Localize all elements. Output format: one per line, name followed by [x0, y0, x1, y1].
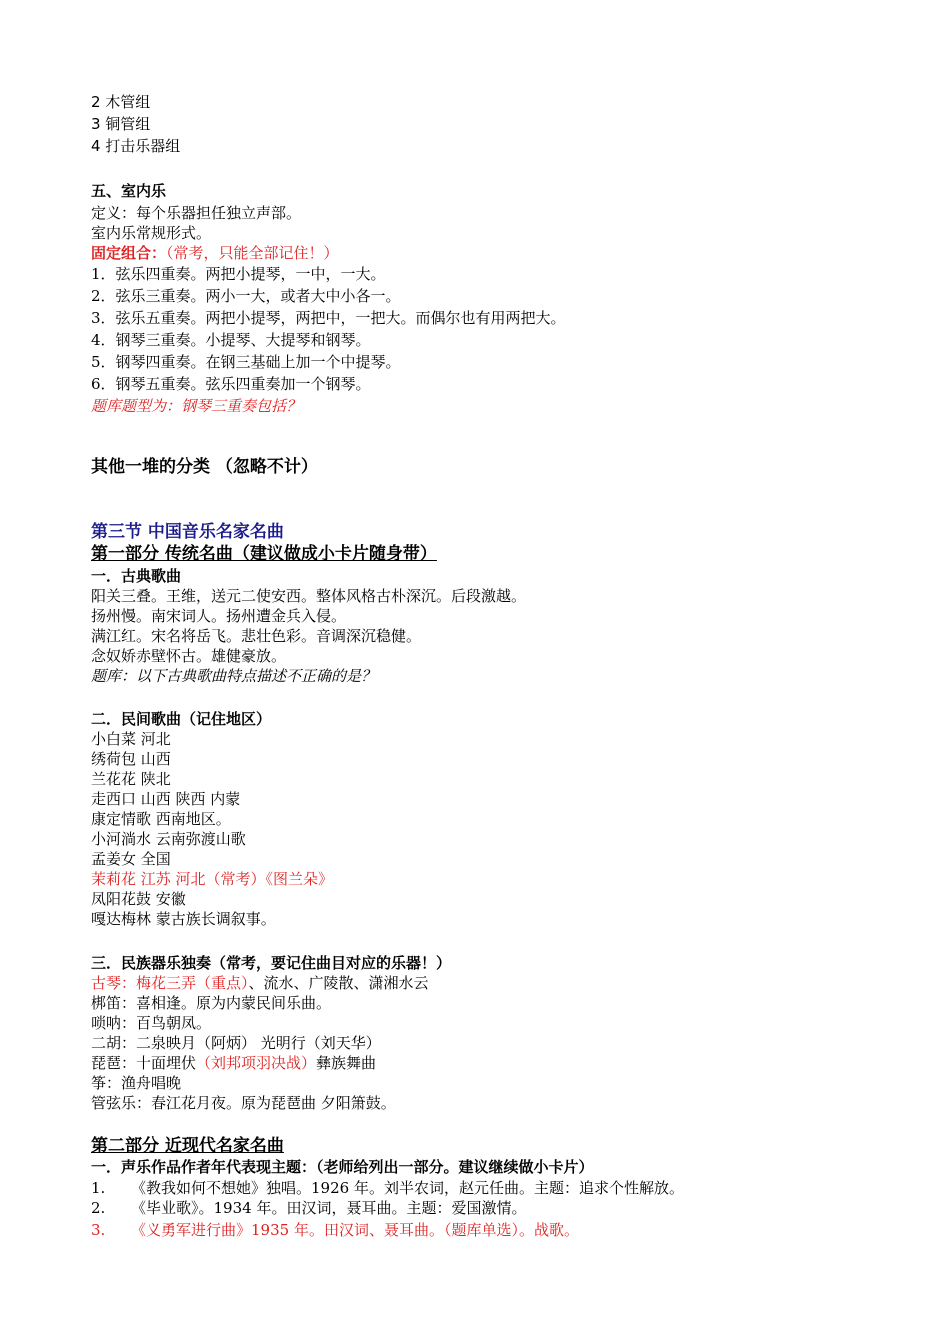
item-number: 3.: [91, 1221, 106, 1239]
list-item: 扬州慢。南宋词人。扬州遭金兵入侵。: [91, 607, 347, 625]
list-item: 管弦乐：春江花月夜。原为琵琶曲 夕阳箫鼓。: [91, 1094, 396, 1112]
item-number: 1.: [91, 1179, 106, 1197]
list-item: 2．弦乐三重奏。两小一大，或者大中小各一。: [91, 287, 401, 305]
paragraph: 室内乐常规形式。: [91, 224, 212, 242]
list-item: 念奴娇赤壁怀古。雄健豪放。: [91, 647, 287, 665]
fixed-label: 固定组合：: [91, 244, 167, 262]
list-item-highlight: 茉莉花 江苏 河北（常考）《图兰朵》: [91, 870, 334, 888]
subheading-vocal: 一．声乐作品作者年代表现主题：（老师给列出一部分。建议继续做小卡片）: [91, 1158, 594, 1176]
section-title: 第三节 中国音乐名家名曲: [91, 522, 284, 542]
pipa-rest: 彝族舞曲: [316, 1054, 377, 1072]
definition: 定义：每个乐器担任独立声部。: [91, 204, 302, 222]
list-item: 筝：渔舟唱晚: [91, 1074, 182, 1092]
list-item: 1．弦乐四重奏。两把小提琴，一中，一大。: [91, 265, 386, 283]
item-text: 《毕业歌》。1934 年。田汉词，聂耳曲。主题：爱国激情。: [131, 1199, 527, 1217]
list-item: 小白菜 河北: [91, 730, 171, 748]
list-item: 小河淌水 云南弥渡山歌: [91, 830, 246, 848]
list-item: 唢呐：百鸟朝凤。: [91, 1014, 212, 1032]
question-note: 题库题型为：钢琴三重奏包括？: [91, 397, 302, 415]
list-item: 康定情歌 西南地区。: [91, 810, 231, 828]
list-item: 3 铜管组: [91, 115, 151, 133]
list-item: 梆笛：喜相逢。原为内蒙民间乐曲。: [91, 994, 332, 1012]
numbered-item: [91, 1178, 684, 1198]
fixed-note: （常考，只能全部记住！）: [166, 244, 339, 262]
item-text: 《教我如何不想她》独唱。1926 年。刘半农词，赵元任曲。主题：追求个性解放。: [131, 1179, 684, 1197]
item-number: 2.: [91, 1199, 106, 1217]
list-item: [91, 973, 429, 993]
list-item: 走西口 山西 陕西 内蒙: [91, 790, 241, 808]
list-item: 孟姜女 全国: [91, 850, 171, 868]
pipa-label: 琵琶：十面埋伏: [91, 1054, 197, 1072]
subheading-classic: 一．古典歌曲: [91, 567, 182, 585]
numbered-item-highlight: [91, 1220, 579, 1240]
list-item: 兰花花 陕北: [91, 770, 171, 788]
list-item: 4 打击乐器组: [91, 137, 181, 155]
list-item: [91, 1053, 376, 1073]
section-heading-chamber: 五、室内乐: [91, 182, 167, 200]
question-note: 题库：以下古典歌曲特点描述不正确的是？: [91, 667, 377, 685]
numbered-item: [91, 1198, 526, 1218]
part-title: 第一部分 传统名曲（建议做成小卡片随身带）: [91, 544, 437, 564]
guqin-highlight: 古琴：梅花三弄（重点）: [91, 974, 249, 992]
list-item: 5．钢琴四重奏。在钢三基础上加一个中提琴。: [91, 353, 401, 371]
list-item: 6．钢琴五重奏。弦乐四重奏加一个钢琴。: [91, 375, 371, 393]
list-item: 绣荷包 山西: [91, 750, 171, 768]
subheading-folk: 二．民间歌曲（记住地区）: [91, 710, 272, 728]
list-item: 4．钢琴三重奏。小提琴、大提琴和钢琴。: [91, 331, 371, 349]
guqin-rest: 、流水、广陵散、潇湘水云: [248, 974, 429, 992]
list-item: 凤阳花鼓 安徽: [91, 890, 186, 908]
section-heading-other: 其他一堆的分类 （忽略不计）: [91, 457, 318, 477]
subheading-instrument: 三．民族器乐独奏（常考，要记住曲目对应的乐器！）: [91, 954, 452, 972]
list-item: 2 木管组: [91, 93, 151, 111]
item-text: 《义勇军进行曲》1935 年。田汉词、聂耳曲。（题库单选）。战歌。: [131, 1221, 579, 1239]
fixed-combination: [91, 243, 339, 263]
list-item: 3．弦乐五重奏。两把小提琴，两把中，一把大。而偶尔也有用两把大。: [91, 309, 566, 327]
list-item: 嘎达梅林 蒙古族长调叙事。: [91, 910, 276, 928]
part-title: 第二部分 近现代名家名曲: [91, 1136, 284, 1156]
list-item: 二胡：二泉映月（阿炳） 光明行（刘天华）: [91, 1034, 381, 1052]
pipa-highlight: （刘邦项羽决战）: [196, 1054, 317, 1072]
list-item: 满江红。宋名将岳飞。悲壮色彩。音调深沉稳健。: [91, 627, 422, 645]
list-item: 阳关三叠。王维，送元二使安西。整体风格古朴深沉。后段激越。: [91, 587, 527, 605]
